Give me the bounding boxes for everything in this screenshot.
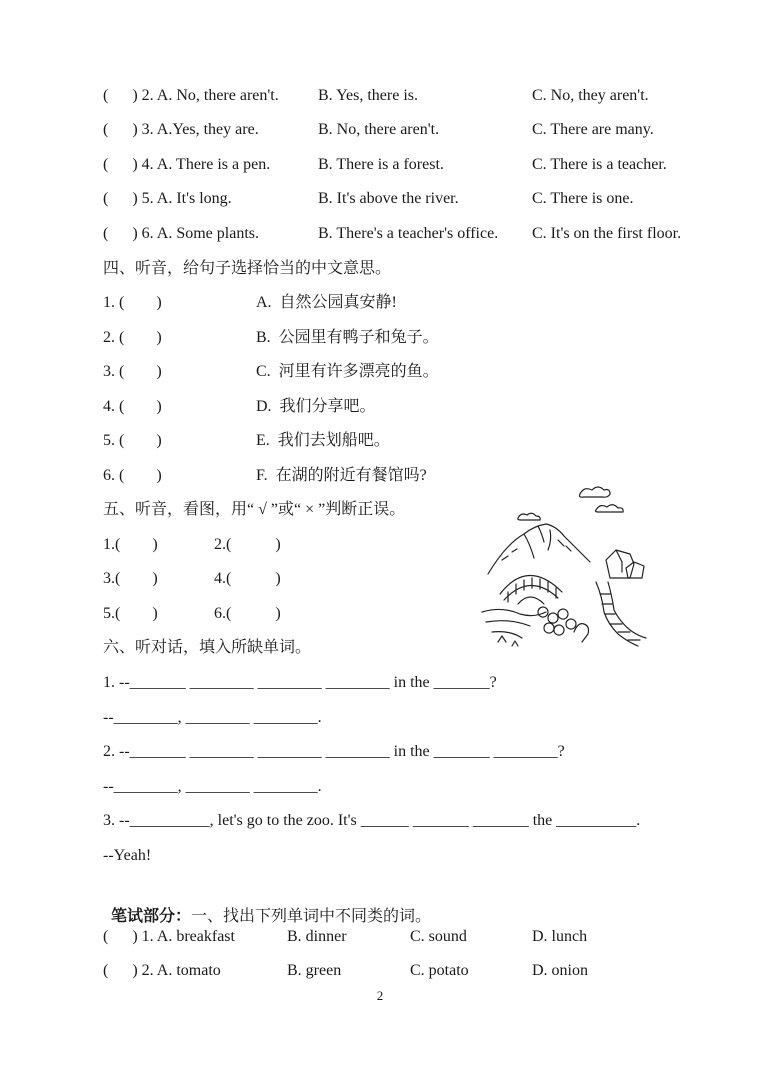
odd-one-out-stem: ( ) 2. A. tomato (103, 962, 221, 979)
cloud-icon (595, 505, 623, 512)
bridge-icon (500, 575, 562, 594)
section5-blank: 3.( ) (103, 570, 158, 587)
fill-line-2: 2. --_______ ________ ________ ________ in the _______ ________? (103, 743, 565, 760)
section4-item-num: 1. ( ) (103, 294, 162, 311)
choice-option-c: C. No, they aren't. (532, 87, 649, 104)
choice-stem: ( ) 3. A.Yes, they are. (103, 121, 259, 138)
choice-stem: ( ) 2. A. No, there aren't. (103, 87, 279, 104)
option-d: D. lunch (532, 928, 588, 945)
section4-item-num: 3. ( ) (103, 363, 162, 380)
option-c: C. sound (410, 928, 467, 945)
choice-option-b: B. There's a teacher's office. (318, 225, 499, 242)
option-b: B. dinner (287, 928, 347, 945)
river-icon (482, 609, 546, 638)
section5-blank: 6.( ) (214, 605, 281, 622)
choice-stem: ( ) 4. A. There is a pen. (103, 156, 271, 173)
section5-blank: 4.( ) (214, 570, 281, 587)
section4-option: D. 我们分享吧。 (256, 398, 376, 415)
park-bridge-illustration (478, 482, 658, 660)
choice-option-b: B. No, there aren't. (318, 121, 440, 138)
choice-option-c: C. There is one. (532, 190, 634, 207)
section5-blank: 2.( ) (214, 536, 281, 553)
written-part-title: 一、找出下列单词中不同类的词。 (191, 908, 432, 925)
section4-item-num: 4. ( ) (103, 398, 162, 415)
section6-title: 六、听对话，填入所缺单词。 (103, 639, 312, 656)
house-icon (626, 562, 644, 578)
option-b: B. green (287, 962, 342, 979)
written-part-label: 笔试部分： (111, 906, 192, 925)
choice-option-b: B. There is a forest. (318, 156, 444, 173)
choice-option-c: C. It's on the first floor. (532, 225, 682, 242)
choice-option-b: B. It's above the river. (318, 190, 459, 207)
choice-stem: ( ) 5. A. It's long. (103, 190, 232, 207)
cloud-icon (518, 513, 540, 520)
option-d: D. onion (532, 962, 588, 979)
written-part-heading (103, 886, 431, 927)
fill-line-3: 3. --__________, let's go to the zoo. It's ______ _______ _______ the __________. (103, 812, 641, 829)
fill-line-3-reply: --Yeah! (103, 847, 152, 864)
option-c: C. potato (410, 962, 469, 979)
choice-option-c: C. There are many. (532, 121, 654, 138)
house-icon (606, 550, 634, 578)
section4-option: B. 公园里有鸭子和兔子。 (256, 329, 439, 346)
section5-blank: 1.( ) (103, 536, 158, 553)
section4-option: A. 自然公园真安静! (256, 294, 397, 311)
choice-option-b: B. Yes, there is. (318, 87, 419, 104)
section4-title: 四、听音，给句子选择恰当的中文意思。 (103, 260, 392, 277)
choice-stem: ( ) 6. A. Some plants. (103, 225, 259, 242)
section4-item-num: 5. ( ) (103, 432, 162, 449)
page-number: 2 (376, 988, 384, 1003)
section4-option: C. 河里有许多漂亮的鱼。 (256, 363, 439, 380)
section5-title: 五、听音，看图，用“ √ ”或“ × ”判断正误。 (103, 501, 406, 518)
section4-option: F. 在湖的附近有餐馆吗? (256, 467, 427, 484)
section4-option: E. 我们去划船吧。 (256, 432, 390, 449)
section4-item-num: 6. ( ) (103, 467, 162, 484)
fill-line-2-reply: --________, ________ ________. (103, 778, 322, 795)
fill-line-1-reply: --________, ________ ________. (103, 709, 322, 726)
flower-icon (538, 607, 576, 635)
cloud-icon (580, 487, 611, 497)
fill-line-1: 1. --_______ ________ ________ ________ in the _______? (103, 674, 497, 691)
odd-one-out-stem: ( ) 1. A. breakfast (103, 928, 235, 945)
section5-blank: 5.( ) (103, 605, 158, 622)
section4-item-num: 2. ( ) (103, 329, 162, 346)
choice-option-c: C. There is a teacher. (532, 156, 667, 173)
